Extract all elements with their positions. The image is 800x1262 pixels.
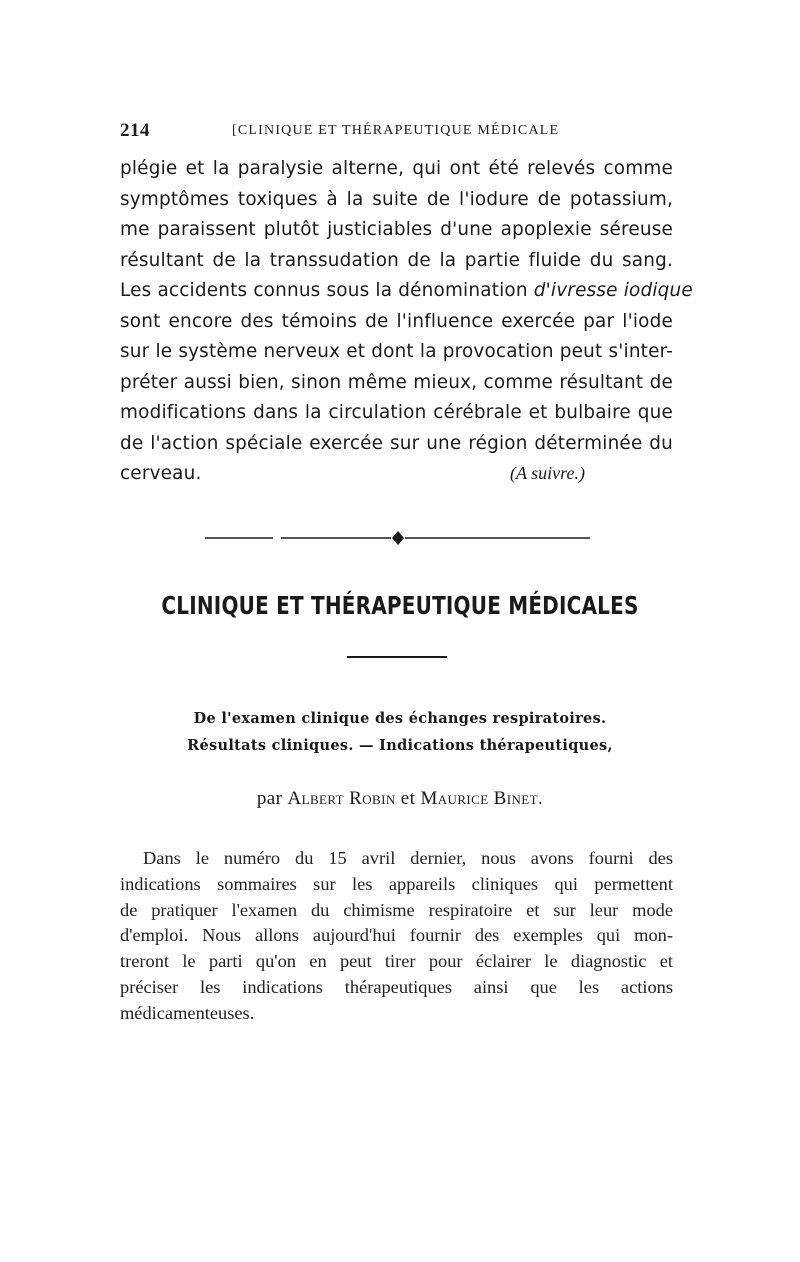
title-rule: [347, 656, 447, 658]
italic-term: d'ivresse iodique: [533, 280, 693, 301]
text-line: sont encore des témoins de l'influence exercée par l'iode: [120, 310, 673, 332]
article-title-line: Résultats cliniques. — Indications thérapeutiques,: [187, 737, 613, 754]
text-fragment: Les accidents connus sous la dénomination: [120, 280, 528, 301]
text-line: me paraissent plutôt justiciables d'une apoplexie séreuse: [120, 219, 673, 240]
running-title: [CLINIQUE ET THÉRAPEUTIQUE MÉDICALE: [232, 123, 560, 138]
text-line: d'emploi. Nous allons aujourd'hui fournir des exemples qui mon-: [120, 925, 673, 946]
text-line: indications sommaires sur les appareils cliniques qui permettent: [120, 873, 673, 894]
text-line-with-italic: [120, 276, 693, 307]
text-line: de pratiquer l'examen du chimisme respiratoire et sur leur mode: [120, 899, 673, 920]
text-line: résultant de la transsudation de la partie fluide du sang.: [120, 249, 673, 271]
article-paragraph: [120, 846, 673, 1027]
text-line: médicamenteuses.: [120, 1002, 255, 1023]
text-line: modifications dans la circulation cérébrale et bulbaire que: [120, 402, 673, 423]
article-title: [120, 705, 680, 759]
section-divider-ornament: [205, 528, 590, 548]
text-line: plégie et la paralysie alterne, qui ont été relevés comme: [120, 158, 673, 179]
article-title-line: De l'examen clinique des échanges respiratoires.: [193, 710, 607, 727]
text-line: treront le parti qu'on en peut tirer pour éclairer le diagnostic et: [120, 951, 673, 972]
author-name: Maurice Binet.: [420, 788, 544, 809]
byline-conjunction: et: [400, 788, 416, 809]
text-line: préciser les indications thérapeutiques ainsi que les actions: [120, 976, 673, 997]
text-line: cerveau.: [120, 463, 202, 484]
text-line: symptômes toxiques à la suite de l'iodure de potassium,: [120, 188, 673, 210]
section-title: CLINIQUE ET THÉRAPEUTIQUE MÉDICALES: [161, 590, 639, 620]
text-line: sur le système nerveux et dont la provocation peut s'inter-: [120, 341, 674, 362]
continued-paragraph: [120, 154, 693, 490]
to-be-continued: (A suivre.): [510, 463, 585, 483]
text-line: de l'action spéciale exercée sur une région déterminée du: [120, 432, 673, 454]
page-number: 214: [120, 120, 150, 141]
byline-by: par: [256, 788, 283, 809]
running-head: [120, 120, 680, 144]
author-name: Albert Robin: [287, 788, 396, 809]
text-line: préter aussi bien, sinon même mieux, comme résultant de: [120, 371, 673, 393]
text-line: Dans le numéro du 15 avril dernier, nous avons fourni des: [143, 848, 673, 868]
article-byline: [120, 788, 680, 810]
